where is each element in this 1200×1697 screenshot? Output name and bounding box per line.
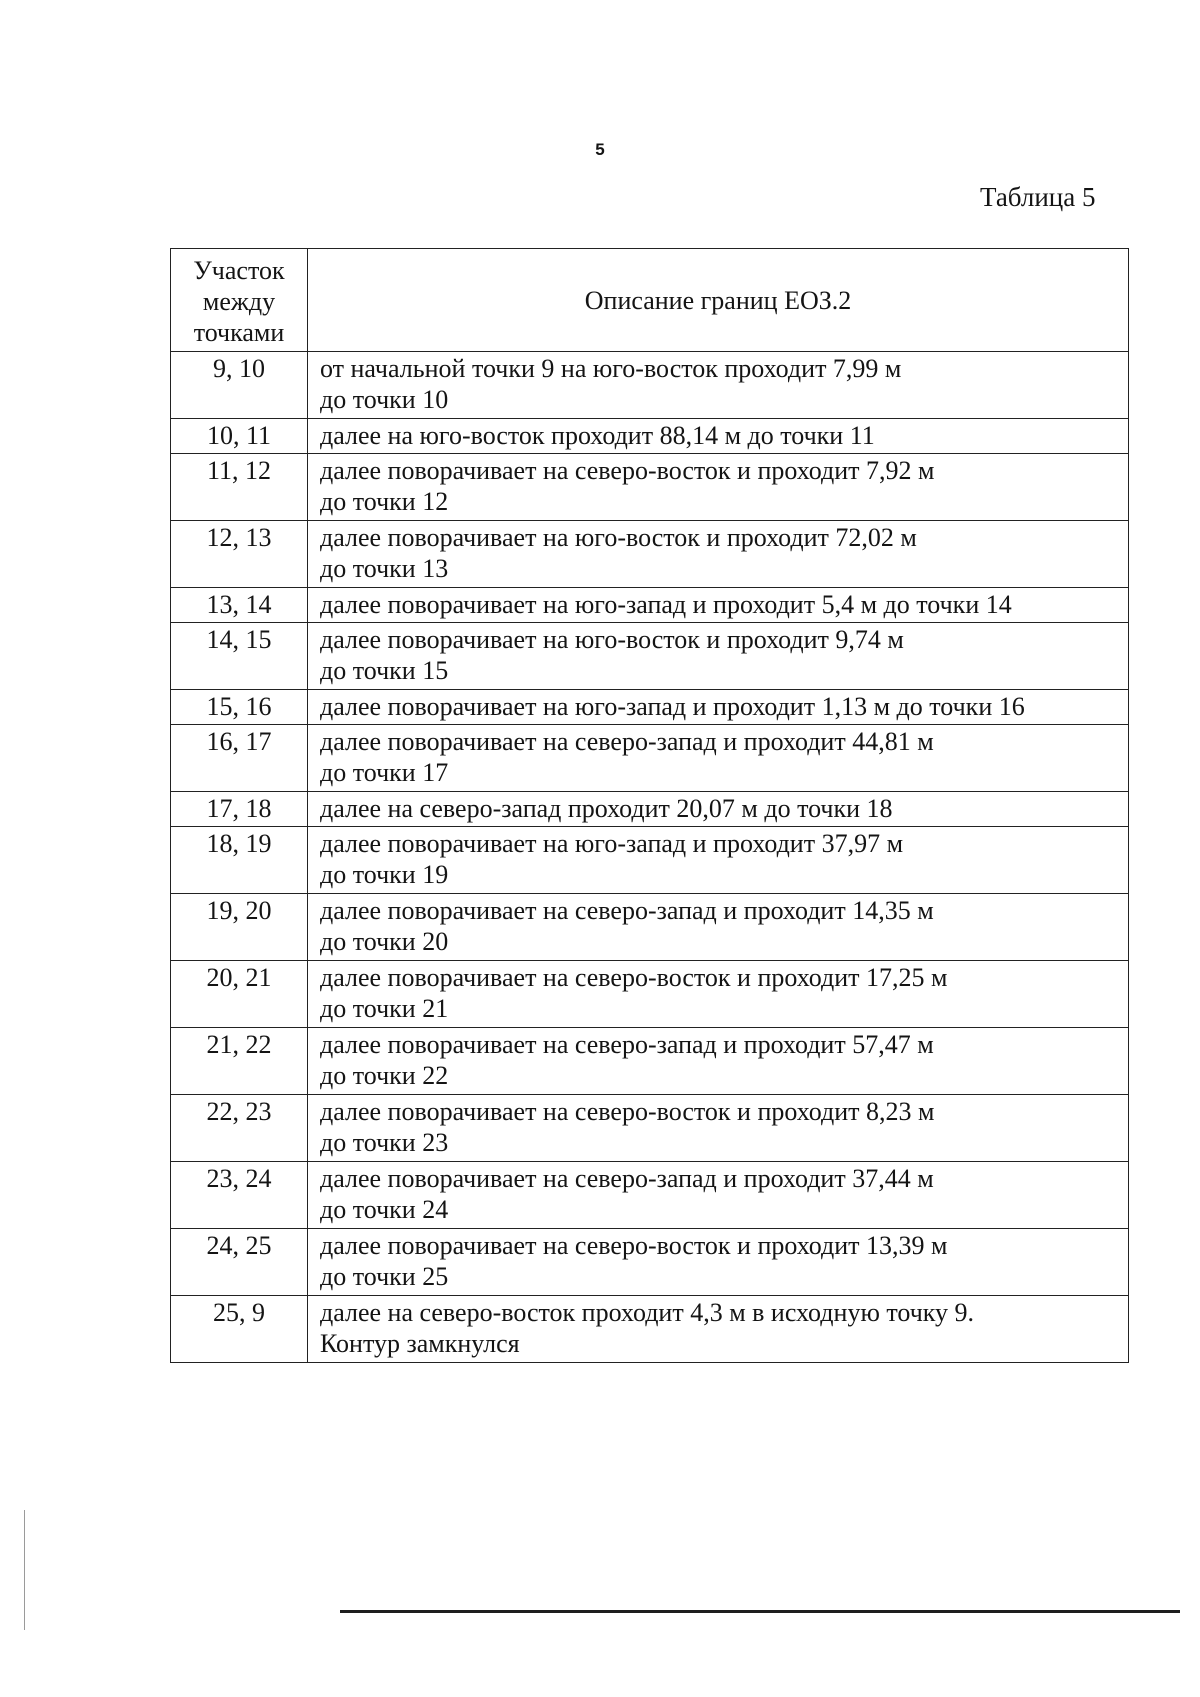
table-row [171, 1028, 1129, 1095]
segment-cell: 20, 21 [171, 961, 308, 1028]
segment-cell: 19, 20 [171, 894, 308, 961]
table-header [171, 249, 1129, 352]
description-line: до точки 21 [320, 994, 449, 1023]
description-cell [308, 419, 1129, 454]
description-line: далее поворачивает на северо-запад и проходит 44,81 м [320, 727, 934, 756]
table-header-row [171, 249, 1129, 352]
description-line: до точки 24 [320, 1195, 449, 1224]
segment-cell: 17, 18 [171, 792, 308, 827]
boundary-table-container [170, 248, 1128, 1363]
description-cell [308, 792, 1129, 827]
column-header-segment-line: точками [193, 317, 285, 347]
description-line: до точки 12 [320, 487, 449, 516]
table-caption: Таблица 5 [980, 182, 1096, 212]
column-header-segment [171, 249, 308, 352]
description-cell [308, 725, 1129, 792]
scan-edge-mark [24, 1510, 25, 1630]
table-row [171, 725, 1129, 792]
description-line: до точки 19 [320, 860, 449, 889]
description-cell [308, 1229, 1129, 1296]
description-line: до точки 23 [320, 1128, 449, 1157]
description-line: далее поворачивает на северо-восток и проходит 17,25 м [320, 963, 948, 992]
description-cell [308, 894, 1129, 961]
table-body [171, 352, 1129, 1363]
description-line: Контур замкнулся [320, 1329, 520, 1358]
segment-cell: 25, 9 [171, 1296, 308, 1363]
description-line: далее поворачивает на юго-запад и проходит 37,97 м [320, 829, 904, 858]
description-line: далее поворачивает на юго-восток и проходит 9,74 м [320, 625, 904, 654]
description-cell [308, 961, 1129, 1028]
description-line: далее поворачивает на северо-запад и проходит 57,47 м [320, 1030, 934, 1059]
boundary-description-table [170, 248, 1129, 1363]
segment-cell: 12, 13 [171, 521, 308, 588]
description-line: далее поворачивает на северо-восток и проходит 13,39 м [320, 1231, 948, 1260]
description-cell [308, 1296, 1129, 1363]
table-row [171, 1229, 1129, 1296]
column-header-segment-line: между [202, 286, 276, 316]
description-line: до точки 20 [320, 927, 449, 956]
description-cell [308, 588, 1129, 623]
table-row [171, 1296, 1129, 1363]
table-row [171, 1162, 1129, 1229]
description-line: до точки 13 [320, 554, 449, 583]
segment-cell: 13, 14 [171, 588, 308, 623]
description-cell [308, 1028, 1129, 1095]
description-line: от начальной точки 9 на юго-восток проходит 7,99 м [320, 354, 902, 383]
description-line: до точки 17 [320, 758, 449, 787]
table-row [171, 1095, 1129, 1162]
table-row [171, 961, 1129, 1028]
description-line: далее на юго-восток проходит 88,14 м до точки 11 [320, 421, 875, 450]
description-line: далее поворачивает на северо-восток и проходит 8,23 м [320, 1097, 935, 1126]
bottom-rule-divider [340, 1610, 1180, 1613]
description-line: далее поворачивает на северо-запад и проходит 14,35 м [320, 896, 934, 925]
description-cell [308, 690, 1129, 725]
description-line: до точки 10 [320, 385, 449, 414]
segment-cell: 18, 19 [171, 827, 308, 894]
segment-cell: 24, 25 [171, 1229, 308, 1296]
description-cell [308, 454, 1129, 521]
description-line: до точки 22 [320, 1061, 449, 1090]
description-cell [308, 521, 1129, 588]
column-header-description: Описание границ ЕОЗ.2 [308, 249, 1129, 352]
segment-cell: 10, 11 [171, 419, 308, 454]
description-cell [308, 352, 1129, 419]
description-line: до точки 15 [320, 656, 449, 685]
description-cell [308, 1095, 1129, 1162]
segment-cell: 23, 24 [171, 1162, 308, 1229]
table-row [171, 894, 1129, 961]
table-row [171, 521, 1129, 588]
description-line: далее поворачивает на юго-запад и проходит 5,4 м до точки 14 [320, 590, 1012, 619]
segment-cell: 14, 15 [171, 623, 308, 690]
table-row [171, 792, 1129, 827]
table-row [171, 454, 1129, 521]
description-line: до точки 25 [320, 1262, 449, 1291]
segment-cell: 16, 17 [171, 725, 308, 792]
segment-cell: 15, 16 [171, 690, 308, 725]
segment-cell: 21, 22 [171, 1028, 308, 1095]
description-line: далее на северо-запад проходит 20,07 м до точки 18 [320, 794, 893, 823]
segment-cell: 9, 10 [171, 352, 308, 419]
description-line: далее поворачивает на юго-восток и проходит 72,02 м [320, 523, 917, 552]
segment-cell: 22, 23 [171, 1095, 308, 1162]
table-row [171, 827, 1129, 894]
description-line: далее поворачивает на северо-восток и проходит 7,92 м [320, 456, 935, 485]
page-number: 5 [595, 140, 605, 159]
description-line: далее на северо-восток проходит 4,3 м в исходную точку 9. [320, 1298, 975, 1327]
description-cell [308, 827, 1129, 894]
description-cell [308, 623, 1129, 690]
description-line: далее поворачивает на северо-запад и проходит 37,44 м [320, 1164, 934, 1193]
description-cell [308, 1162, 1129, 1229]
column-header-segment-line: Участок [193, 255, 285, 285]
table-row [171, 588, 1129, 623]
table-row [171, 352, 1129, 419]
table-row [171, 623, 1129, 690]
table-row [171, 419, 1129, 454]
table-row [171, 690, 1129, 725]
segment-cell: 11, 12 [171, 454, 308, 521]
description-line: далее поворачивает на юго-запад и проходит 1,13 м до точки 16 [320, 692, 1025, 721]
